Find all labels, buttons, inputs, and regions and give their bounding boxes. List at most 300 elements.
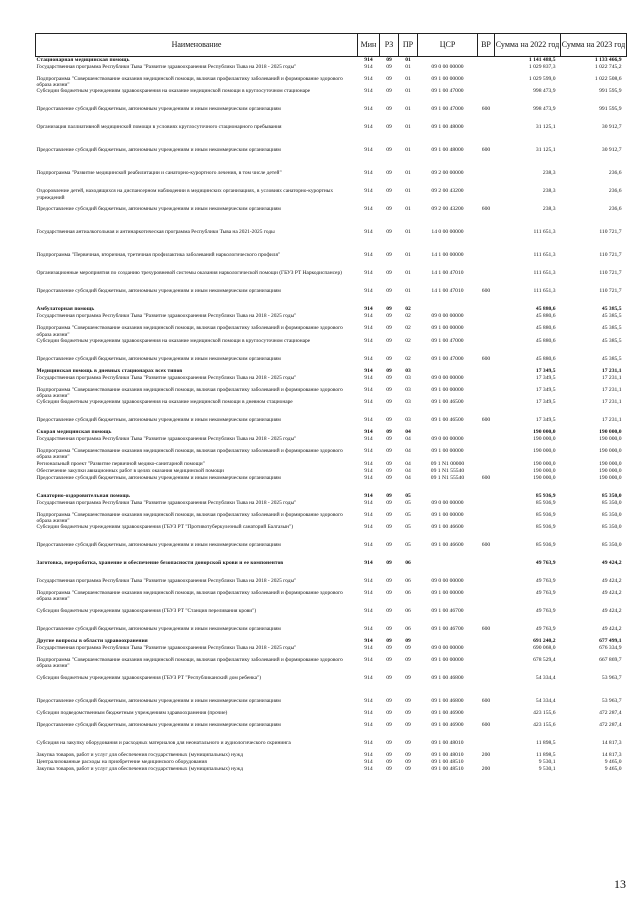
cell-min: 914 <box>364 429 373 436</box>
cell-name: Субсидии подведомственным бюджетным учреждениям здравоохранения (прочие) <box>36 710 228 717</box>
cell-csr: 09 1 00 47000 <box>431 88 464 95</box>
cell-vr: 200 <box>481 752 491 759</box>
cell-csr: 09 1 00 46600 <box>431 524 464 531</box>
cell-pr: 03 <box>405 399 411 406</box>
cell-sum-2023: 1 022 745,2 <box>594 64 622 70</box>
cell-sum-2022: 9 530,1 <box>538 766 556 773</box>
cell-pr: 02 <box>405 325 411 332</box>
cell-sum-2022: 111 651,3 <box>533 288 556 295</box>
cell-rz: 09 <box>386 752 392 759</box>
cell-rz: 09 <box>386 560 392 567</box>
cell-csr: 09 1 00 46500 <box>431 417 464 424</box>
cell-csr: 09 1 00 48510 <box>431 759 464 766</box>
cell-sum-2022: 11 898,5 <box>536 752 556 759</box>
cell-pr: 01 <box>405 170 411 177</box>
cell-rz: 09 <box>386 448 392 455</box>
cell-rz: 09 <box>386 436 392 443</box>
cell-csr <box>418 638 478 645</box>
cell-pr: 02 <box>405 313 411 320</box>
cell-min: 914 <box>364 313 373 320</box>
cell-sum-2023: 45 385,5 <box>601 306 622 313</box>
cell-min: 914 <box>364 710 373 717</box>
cell-vr: 600 <box>481 474 491 481</box>
cell-vr: 600 <box>481 106 491 113</box>
table-row <box>36 468 627 475</box>
cell-rz: 09 <box>386 759 392 766</box>
cell-sum-2022: 9 530,1 <box>538 759 556 766</box>
cell-name: Субсидии бюджетным учреждениям здравоохранения на оказание медицинской помощи в дневном стационаре <box>36 399 293 406</box>
table-row <box>36 368 627 375</box>
cell-pr: 02 <box>405 337 411 344</box>
cell-min: 914 <box>364 367 373 374</box>
cell-sum-2022: 111 651,3 <box>533 229 556 236</box>
cell-rz: 09 <box>386 124 392 131</box>
cell-vr: 600 <box>481 147 491 154</box>
cell-rz: 09 <box>386 675 392 682</box>
cell-csr: 09 1 00 00000 <box>431 386 464 393</box>
table-row <box>36 106 627 124</box>
cell-vr <box>478 657 495 675</box>
table-row <box>36 638 627 645</box>
cell-min: 914 <box>364 722 373 729</box>
cell-vr <box>478 64 495 76</box>
cell-csr: 09 0 00 00000 <box>431 313 464 320</box>
cell-name: Субсидии бюджетным учреждениям здравоохранения (ГБУЗ РТ "Станция переливания крови") <box>36 608 257 615</box>
cell-name: Другие вопросы в области здравоохранения <box>36 638 148 645</box>
cell-sum-2022: 1 141 488,5 <box>528 57 556 63</box>
cell-pr: 05 <box>405 511 411 518</box>
cell-rz: 09 <box>386 306 392 313</box>
cell-sum-2023: 30 912,7 <box>601 147 622 154</box>
cell-sum-2023: 30 912,7 <box>601 124 622 131</box>
table-row <box>36 387 627 399</box>
cell-pr: 04 <box>405 448 411 455</box>
cell-sum-2023: 472 287,4 <box>599 710 622 717</box>
cell-sum-2023: 45 385,5 <box>601 355 622 362</box>
cell-name: Подпрограмма "Развитие медицинской реабилитации и санаторно-курортного лечения, в том числе детей" <box>36 170 282 177</box>
table-row <box>36 722 627 740</box>
table-row <box>36 475 627 493</box>
table-row <box>36 740 627 752</box>
cell-min: 914 <box>364 645 373 652</box>
cell-pr: 09 <box>405 740 411 747</box>
cell-rz: 09 <box>386 429 392 436</box>
cell-sum-2023: 110 721,7 <box>599 229 622 236</box>
cell-name: Предоставление субсидий бюджетным, автономным учреждениям и иным некоммерческим организациям <box>36 417 281 424</box>
cell-pr: 01 <box>405 64 411 70</box>
cell-sum-2023: 85 350,0 <box>601 499 622 506</box>
cell-sum-2022: 31 125,1 <box>535 124 556 131</box>
cell-min: 914 <box>364 147 373 154</box>
table-row <box>36 76 627 88</box>
cell-sum-2022: 54 334,4 <box>535 698 556 705</box>
table-row <box>36 500 627 512</box>
cell-min: 914 <box>364 499 373 506</box>
cell-vr: 600 <box>481 626 491 633</box>
cell-sum-2022: 85 936,9 <box>535 499 556 506</box>
cell-sum-2023: 190 000,0 <box>599 429 622 436</box>
table-row <box>36 375 627 387</box>
cell-sum-2023: 49 424,2 <box>601 626 622 633</box>
cell-sum-2022: 1 029 599,0 <box>528 76 556 82</box>
cell-name: Санаторно-оздоровительная помощь <box>36 492 130 499</box>
table-row <box>36 590 627 608</box>
cell-vr <box>478 560 495 578</box>
cell-sum-2022: 17 349,5 <box>535 386 556 393</box>
cell-vr <box>478 710 495 722</box>
cell-csr: 09 1 00 46500 <box>431 399 464 406</box>
cell-rz: 09 <box>386 399 392 406</box>
table-row <box>36 188 627 206</box>
cell-pr: 04 <box>405 460 411 467</box>
cell-sum-2023: 236,6 <box>608 206 622 213</box>
cell-vr <box>478 590 495 608</box>
cell-name: Субсидия на закупку оборудования и расходных материалов для неонатального и аудиологического скрининга <box>36 740 291 747</box>
cell-rz: 09 <box>386 638 392 645</box>
cell-sum-2023: 17 231,1 <box>601 399 622 406</box>
cell-csr: 09 1 00 00000 <box>431 511 464 518</box>
cell-sum-2022: 190 000,0 <box>533 429 556 436</box>
cell-sum-2023: 17 231,1 <box>601 386 622 393</box>
table-row <box>36 560 627 578</box>
table-row <box>36 399 627 417</box>
cell-pr: 02 <box>405 355 411 362</box>
cell-vr <box>478 368 495 375</box>
cell-rz: 09 <box>386 337 392 344</box>
cell-name: Предоставление субсидий бюджетным, автономным учреждениям и иным некоммерческим организациям <box>36 355 281 362</box>
cell-csr: 09 1 00 48010 <box>431 752 464 759</box>
cell-csr: 09 1 00 46700 <box>431 626 464 633</box>
cell-sum-2023: 676 334,9 <box>599 645 622 652</box>
cell-vr <box>478 740 495 752</box>
cell-sum-2022: 190 000,0 <box>533 467 556 474</box>
cell-csr: 09 1 00 00000 <box>431 76 464 82</box>
cell-min: 914 <box>364 229 373 236</box>
cell-min: 914 <box>364 386 373 393</box>
cell-vr <box>478 313 495 325</box>
cell-min: 914 <box>364 306 373 313</box>
cell-rz: 09 <box>386 492 392 499</box>
cell-name: Предоставление субсидий бюджетным, автономным учреждениям и иным некоммерческим организациям <box>36 542 281 549</box>
cell-rz: 09 <box>386 766 392 773</box>
cell-csr: 09 0 00 00000 <box>431 64 464 70</box>
table-row <box>36 57 627 65</box>
cell-vr <box>478 638 495 645</box>
cell-rz: 09 <box>386 88 392 95</box>
cell-sum-2022: 690 068,0 <box>533 645 556 652</box>
cell-csr: 09 0 00 00000 <box>431 374 464 381</box>
cell-sum-2023: 1 022 508,6 <box>594 76 622 82</box>
cell-sum-2022: 31 125,1 <box>535 147 556 154</box>
table-row <box>36 325 627 337</box>
cell-name: Стационарная медицинская помощь <box>36 57 130 63</box>
cell-name: Государственная антиалкогольная и антинаркотическая программа Республики Тыва на 2021-2025 годы <box>36 229 275 236</box>
cell-csr <box>418 368 478 375</box>
cell-sum-2022: 49 763,9 <box>535 560 556 567</box>
cell-vr <box>478 124 495 147</box>
cell-sum-2022: 17 349,5 <box>535 417 556 424</box>
cell-min: 914 <box>364 325 373 332</box>
cell-min: 914 <box>364 170 373 177</box>
cell-name: Подпрограмма "Совершенствование оказания медицинской помощи, включая профилактику заболеваний и формирование здорового образа жизни" <box>36 590 343 603</box>
table-row <box>36 429 627 436</box>
cell-sum-2023: 236,6 <box>608 170 622 177</box>
cell-sum-2022: 190 000,0 <box>533 448 556 455</box>
cell-min: 914 <box>364 124 373 131</box>
cell-vr <box>478 645 495 657</box>
cell-rz: 09 <box>386 511 392 518</box>
cell-min: 914 <box>364 740 373 747</box>
cell-min: 914 <box>364 474 373 481</box>
cell-rz: 09 <box>386 355 392 362</box>
cell-csr: 09 1 00 00000 <box>431 590 464 597</box>
cell-pr: 09 <box>405 638 411 645</box>
table-row <box>36 170 627 188</box>
cell-sum-2022: 423 155,6 <box>533 710 556 717</box>
table-row <box>36 306 627 313</box>
cell-vr <box>478 306 495 313</box>
cell-name: Субсидии бюджетным учреждениям здравоохранения на оказание медицинской помощи в круглосуточном стационаре <box>36 337 311 344</box>
cell-vr: 600 <box>481 417 491 424</box>
cell-csr: 09 1 00 46800 <box>431 675 464 682</box>
cell-sum-2023: 85 350,0 <box>601 511 622 518</box>
cell-name: Региональный проект "Развитие первичной медико-санитарной помощи" <box>36 460 205 467</box>
cell-sum-2023: 190 000,0 <box>599 467 622 474</box>
cell-csr: 09 1 00 48010 <box>431 740 464 747</box>
table-row <box>36 461 627 468</box>
cell-sum-2023: 190 000,0 <box>599 474 622 481</box>
cell-sum-2023: 17 231,1 <box>601 367 622 374</box>
cell-sum-2023: 45 385,5 <box>601 313 622 320</box>
cell-sum-2023: 49 424,2 <box>601 590 622 597</box>
cell-sum-2022: 190 000,0 <box>533 474 556 481</box>
cell-vr: 600 <box>481 722 491 729</box>
cell-name: Подпрограмма "Первичная, вторичная, третичная профилактика заболеваний наркологического профиля" <box>36 252 281 259</box>
cell-name: Государственная программа Республики Тыва "Развитие здравоохранения Республики Тыва на 2018 - 2025 годы" <box>36 313 297 320</box>
cell-name: Оздоровление детей, находящихся на диспансерном наблюдении в медицинских организациях, в условиях санаторно-курортных учреждений <box>36 188 334 201</box>
cell-name: Медицинская помощь в дневных стационарах всех типов <box>36 367 183 374</box>
cell-min: 914 <box>364 188 373 195</box>
cell-csr: 09 2 00 43200 <box>431 206 464 213</box>
cell-rz: 09 <box>386 578 392 585</box>
cell-sum-2022: 691 240,2 <box>533 638 556 645</box>
cell-name: Субсидии бюджетным учреждениям здравоохранения (ГБУЗ РТ "Республиканский дом ребенка") <box>36 675 262 682</box>
cell-vr <box>478 500 495 512</box>
table-row <box>36 313 627 325</box>
cell-csr: 09 1 00 46900 <box>431 722 464 729</box>
cell-pr: 04 <box>405 467 411 474</box>
cell-vr <box>478 468 495 475</box>
header-pr: ПР <box>399 34 418 57</box>
cell-rz: 09 <box>386 76 392 82</box>
cell-min: 914 <box>364 766 373 773</box>
cell-vr <box>478 270 495 288</box>
cell-csr: 09 2 00 00000 <box>431 170 464 177</box>
cell-pr: 01 <box>405 88 411 95</box>
cell-pr: 09 <box>405 759 411 766</box>
cell-vr <box>478 170 495 188</box>
cell-sum-2022: 85 936,9 <box>535 524 556 531</box>
cell-sum-2022: 678 529,4 <box>533 657 556 664</box>
cell-sum-2022: 49 763,9 <box>535 590 556 597</box>
cell-csr: 09 1 00 47000 <box>431 337 464 344</box>
cell-pr: 05 <box>405 499 411 506</box>
cell-csr: 09 0 00 00000 <box>431 578 464 585</box>
cell-pr: 02 <box>405 306 411 313</box>
cell-min: 914 <box>364 759 373 766</box>
cell-name: Подпрограмма "Совершенствование оказания медицинской помощи, включая профилактику заболеваний и формирование здорового образа жизни" <box>36 76 343 89</box>
cell-sum-2022: 423 155,6 <box>533 722 556 729</box>
cell-vr <box>478 524 495 542</box>
cell-name: Предоставление субсидий бюджетным, автономным учреждениям и иным некоммерческим организациям <box>36 147 281 154</box>
cell-csr: 14 0 00 00000 <box>431 229 464 236</box>
cell-sum-2022: 190 000,0 <box>533 436 556 443</box>
cell-pr: 06 <box>405 590 411 597</box>
cell-pr: 01 <box>405 188 411 195</box>
cell-csr: 09 1 00 48000 <box>431 147 464 154</box>
cell-min: 914 <box>364 88 373 95</box>
cell-min: 914 <box>364 608 373 615</box>
cell-name: Государственная программа Республики Тыва "Развитие здравоохранения Республики Тыва на 2018 - 2025 годы" <box>36 374 297 381</box>
cell-sum-2022: 17 349,5 <box>535 399 556 406</box>
table-row <box>36 578 627 590</box>
cell-vr <box>478 448 495 460</box>
cell-min: 914 <box>364 460 373 467</box>
cell-vr <box>478 338 495 356</box>
cell-min: 914 <box>364 590 373 597</box>
cell-min: 914 <box>364 252 373 259</box>
cell-pr: 09 <box>405 698 411 705</box>
cell-sum-2022: 54 334,4 <box>535 675 556 682</box>
cell-vr <box>478 76 495 88</box>
cell-name: Заготовка, переработка, хранение и обеспечение безопасности донорской крови и ее компонентов <box>36 560 284 567</box>
table-row <box>36 206 627 229</box>
table-row <box>36 448 627 460</box>
table-row <box>36 64 627 76</box>
cell-sum-2023: 17 231,1 <box>601 374 622 381</box>
cell-rz: 09 <box>386 57 392 63</box>
cell-sum-2022: 45 880,6 <box>535 325 556 332</box>
cell-sum-2022: 238,3 <box>542 206 556 213</box>
cell-min: 914 <box>364 675 373 682</box>
cell-sum-2023: 190 000,0 <box>599 448 622 455</box>
table-row <box>36 356 627 368</box>
table-row <box>36 626 627 638</box>
cell-name: Обеспечение закупки авиационных работ в целях оказания медицинской помощи <box>36 467 224 474</box>
table-row <box>36 766 627 773</box>
cell-min: 914 <box>364 578 373 585</box>
cell-pr: 01 <box>405 288 411 295</box>
table-row <box>36 436 627 448</box>
cell-vr: 600 <box>481 355 491 362</box>
cell-csr: 14 1 00 47010 <box>431 270 464 277</box>
cell-sum-2022: 85 936,9 <box>535 542 556 549</box>
cell-rz: 09 <box>386 252 392 259</box>
cell-vr <box>478 493 495 500</box>
cell-sum-2023: 49 424,2 <box>601 560 622 567</box>
cell-sum-2023: 190 000,0 <box>599 460 622 467</box>
cell-vr: 600 <box>481 206 491 213</box>
cell-pr: 03 <box>405 367 411 374</box>
cell-rz: 09 <box>386 188 392 195</box>
cell-sum-2022: 238,3 <box>542 188 556 195</box>
cell-csr: 09 0 00 00000 <box>431 645 464 652</box>
header-vr: ВР <box>478 34 495 57</box>
cell-rz: 09 <box>386 147 392 154</box>
table-row <box>36 512 627 524</box>
cell-rz: 09 <box>386 229 392 236</box>
cell-rz: 09 <box>386 288 392 295</box>
cell-pr: 09 <box>405 710 411 717</box>
cell-pr: 05 <box>405 542 411 549</box>
cell-pr: 01 <box>405 229 411 236</box>
cell-min: 914 <box>364 206 373 213</box>
cell-rz: 09 <box>386 657 392 664</box>
cell-pr: 09 <box>405 645 411 652</box>
cell-pr: 06 <box>405 626 411 633</box>
cell-rz: 09 <box>386 698 392 705</box>
cell-rz: 09 <box>386 590 392 597</box>
cell-min: 914 <box>364 374 373 381</box>
cell-name: Государственная программа Республики Тыва "Развитие здравоохранения Республики Тыва на 2018 - 2025 годы" <box>36 578 297 585</box>
cell-csr <box>418 493 478 500</box>
cell-name: Организация паллиативной медицинской помощи в условиях круглосуточного стационарного пребывания <box>36 124 282 131</box>
cell-min: 914 <box>364 106 373 113</box>
cell-min: 914 <box>364 337 373 344</box>
table-row <box>36 288 627 306</box>
cell-pr: 01 <box>405 106 411 113</box>
cell-rz: 09 <box>386 417 392 424</box>
cell-rz: 09 <box>386 608 392 615</box>
cell-vr <box>478 375 495 387</box>
cell-sum-2022: 85 936,9 <box>535 492 556 499</box>
cell-vr <box>478 608 495 626</box>
cell-sum-2023: 1 133 466,9 <box>594 57 622 63</box>
cell-rz: 09 <box>386 467 392 474</box>
cell-csr: 09 1 00 46800 <box>431 698 464 705</box>
cell-vr <box>478 229 495 252</box>
cell-pr: 01 <box>405 76 411 82</box>
cell-sum-2023: 991 595,9 <box>599 88 622 95</box>
cell-sum-2022: 998 473,9 <box>533 88 556 95</box>
cell-rz: 09 <box>386 722 392 729</box>
cell-sum-2023: 49 424,2 <box>601 608 622 615</box>
cell-pr: 05 <box>405 524 411 531</box>
cell-rz: 09 <box>386 460 392 467</box>
cell-sum-2022: 17 349,5 <box>535 374 556 381</box>
header-csr: ЦСР <box>418 34 478 57</box>
cell-min: 914 <box>364 524 373 531</box>
cell-vr <box>478 188 495 206</box>
budget-table <box>35 33 627 773</box>
cell-rz: 09 <box>386 524 392 531</box>
cell-name: Закупка товаров, работ и услуг для обеспечения государственных (муниципальных) нужд <box>36 752 244 759</box>
cell-rz: 09 <box>386 740 392 747</box>
cell-vr <box>478 512 495 524</box>
cell-sum-2023: 110 721,7 <box>599 252 622 259</box>
cell-csr: 09 1 00 00000 <box>431 657 464 664</box>
cell-sum-2022: 11 898,5 <box>536 740 556 747</box>
cell-sum-2022: 190 000,0 <box>533 460 556 467</box>
cell-pr: 01 <box>405 57 411 63</box>
cell-min: 914 <box>364 355 373 362</box>
cell-sum-2023: 667 869,7 <box>599 657 622 664</box>
cell-vr <box>478 759 495 766</box>
cell-min: 914 <box>364 626 373 633</box>
cell-min: 914 <box>364 448 373 455</box>
cell-min: 914 <box>364 511 373 518</box>
header-rz: РЗ <box>380 34 399 57</box>
